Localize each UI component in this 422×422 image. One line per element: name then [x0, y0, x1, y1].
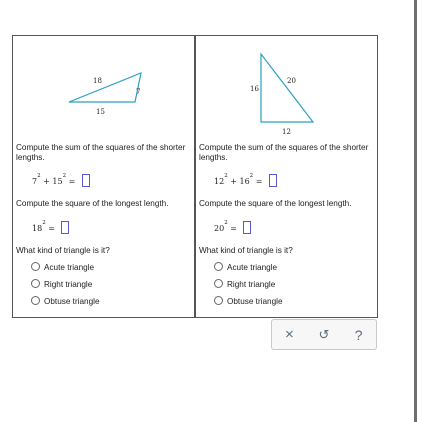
- answer-input-square[interactable]: [61, 221, 69, 234]
- radio-icon[interactable]: [31, 296, 40, 305]
- option-label: Acute triangle: [44, 263, 95, 272]
- answer-toolbar: [271, 319, 377, 350]
- exponent: 2: [249, 173, 254, 180]
- option-obtuse[interactable]: [31, 296, 100, 308]
- square-equation: [214, 221, 251, 234]
- exponent: 2: [224, 220, 228, 227]
- plus-sign: +: [230, 177, 237, 186]
- help-icon: ?: [354, 326, 363, 343]
- option-right[interactable]: [214, 279, 275, 291]
- side-label-7: 7: [136, 88, 141, 96]
- radio-icon[interactable]: [214, 279, 223, 288]
- equals-sign: =: [230, 224, 237, 233]
- option-label: Right triangle: [44, 280, 93, 289]
- question-triangle-type: What kind of triangle is it?: [16, 246, 110, 255]
- equals-sign: =: [68, 177, 76, 186]
- sum-equation: [214, 174, 277, 187]
- help-button[interactable]: [347, 325, 371, 345]
- option-right[interactable]: [31, 279, 92, 291]
- prompt-sum-squares: Compute the sum of the squares of the shorter lengths.: [16, 143, 186, 162]
- prompt-longest-square: Compute the square of the longest length.: [16, 199, 169, 208]
- problem-panel-left: [12, 35, 195, 318]
- question-triangle-type: What kind of triangle is it?: [199, 246, 293, 255]
- base: 18: [32, 224, 43, 233]
- radio-icon[interactable]: [31, 279, 40, 288]
- option-label: Right triangle: [227, 280, 276, 289]
- option-obtuse[interactable]: [214, 296, 283, 308]
- radio-icon[interactable]: [214, 296, 223, 305]
- exponent: 2: [42, 220, 46, 227]
- answer-input-sum[interactable]: [269, 174, 277, 187]
- clear-button[interactable]: [277, 325, 301, 345]
- answer-input-square[interactable]: [243, 221, 251, 234]
- side-label-20: 20: [287, 77, 296, 85]
- exponent: 2: [62, 173, 67, 180]
- option-label: Obtuse triangle: [227, 297, 283, 306]
- side-label-12: 12: [282, 128, 291, 136]
- radio-icon[interactable]: [31, 262, 40, 271]
- option-acute[interactable]: [31, 262, 94, 274]
- problem-panel-right: [195, 35, 378, 318]
- sum-equation: [32, 174, 90, 187]
- radio-icon[interactable]: [214, 262, 223, 271]
- option-label: Acute triangle: [227, 263, 278, 272]
- triangle-figure-left: [13, 36, 194, 136]
- side-label-16: 16: [250, 85, 259, 93]
- answer-input-sum[interactable]: [82, 174, 90, 187]
- equals-sign: =: [48, 224, 55, 233]
- option-label: Obtuse triangle: [44, 297, 100, 306]
- prompt-sum-squares: Compute the sum of the squares of the shorter lengths.: [199, 143, 369, 162]
- undo-icon: ↺: [318, 326, 330, 342]
- base: 20: [214, 224, 225, 233]
- page-edge: [414, 0, 417, 422]
- triangle-right: [261, 54, 313, 122]
- close-icon: ×: [284, 326, 294, 343]
- plus-sign: +: [43, 177, 50, 186]
- option-acute[interactable]: [214, 262, 277, 274]
- term-1: 12: [214, 177, 225, 186]
- term-2: 16: [239, 177, 250, 186]
- triangle-figure-right: [196, 36, 377, 136]
- exponent: 2: [224, 173, 228, 180]
- side-label-15: 15: [96, 108, 105, 116]
- prompt-longest-square: Compute the square of the longest length.: [199, 199, 352, 208]
- side-label-18: 18: [93, 77, 102, 85]
- triangle-left: [69, 73, 141, 102]
- equals-sign: =: [255, 177, 263, 186]
- term-2: 15: [52, 177, 63, 186]
- square-equation: [32, 221, 69, 234]
- undo-button[interactable]: [312, 325, 336, 345]
- exponent: 2: [37, 173, 41, 180]
- term-1: 7: [32, 177, 38, 186]
